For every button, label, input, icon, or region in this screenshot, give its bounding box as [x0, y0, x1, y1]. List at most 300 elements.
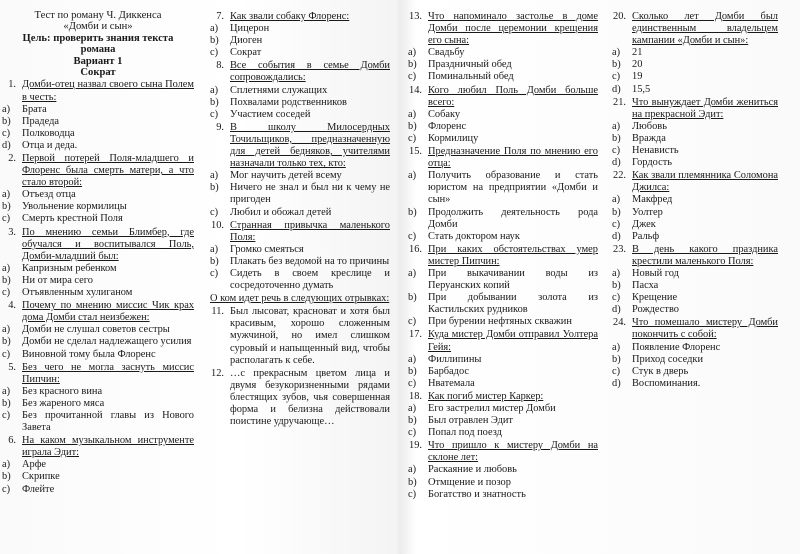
answer-text: Отца и деда. [22, 139, 78, 151]
answer-letter: b) [2, 201, 11, 213]
test-title: Тест по роману Ч. Диккенса [34, 10, 162, 21]
excerpt-text: …с прекрасным цветом лица и двумя безукоризненными рядами блестящих зубов, чья совершенная форма и белизна действовали поистине удручающе… [230, 367, 390, 428]
question-number: 3. [8, 226, 16, 238]
answer-text: Продолжить деятельность рода Домби [428, 206, 598, 230]
excerpt-number: 12. [211, 367, 224, 379]
answer-text: Свадьбу [428, 47, 465, 59]
answer-letter: b) [612, 280, 621, 292]
answer-text: Нватемала [428, 377, 475, 389]
question-text: Что помешало мистеру Домби покончить с собой: [632, 317, 778, 341]
question [2, 362, 194, 386]
answer-text: Гордость [632, 157, 672, 169]
answer-text: 21 [632, 47, 643, 59]
question-number: 20. [613, 11, 626, 22]
answer-letter: c) [2, 213, 11, 225]
answer-option [2, 349, 194, 361]
answer-option [2, 459, 194, 471]
answer-letter: a) [612, 47, 621, 59]
question-number: 10. [211, 219, 224, 231]
answer-option [2, 336, 194, 348]
question [408, 85, 598, 109]
question-text: Что вынуждает Домби жениться на прекрасной Эдит: [632, 96, 778, 120]
answer-text: Вражда [632, 132, 666, 144]
answer-option [2, 116, 194, 128]
question-text: По мнению семьи Блимбер, где обучался и воспитывался Поль, Домби-младший был: [22, 226, 194, 262]
question-text: Сколько лет Домби был единственным владельцем кампании «Домби и сын»: [632, 11, 778, 47]
answer-letter: a) [408, 267, 417, 279]
answer-letter: c) [408, 427, 417, 439]
answer-letter: b) [612, 353, 621, 365]
answer-text: Отъявленным хулиганом [22, 287, 133, 299]
question-number: 1. [8, 79, 16, 91]
excerpt-number: 11. [211, 306, 224, 318]
answer-option [408, 403, 598, 415]
answer-text: 19 [632, 71, 643, 83]
answer-text: Ничего не знал и был ни к чему не пригоден [230, 182, 390, 206]
answer-option [408, 464, 598, 476]
answer-option [210, 268, 390, 292]
answer-text: Без красного вина [22, 385, 103, 397]
question-number: 14. [409, 84, 422, 96]
question [612, 97, 778, 121]
answer-letter: c) [2, 409, 11, 421]
answer-option [612, 268, 778, 280]
answer-letter: b) [408, 415, 417, 427]
answer-text: Брата [22, 103, 47, 115]
answer-option [2, 275, 194, 287]
answer-text: Макфред [632, 194, 673, 206]
excerpt-section-label: О ком идет речь в следующих отрывках: [210, 293, 390, 305]
answer-letter: b) [210, 96, 219, 108]
answer-text: Сплетнями служащих [230, 84, 328, 96]
answer-option [612, 366, 778, 378]
question [612, 317, 778, 341]
answer-letter: a) [612, 267, 621, 279]
answer-text: Приход соседки [632, 353, 704, 365]
answer-text: Полководца [22, 127, 75, 139]
answer-text: Увольнение кормилицы [22, 201, 127, 213]
answer-letter: b) [210, 255, 219, 267]
answer-text: Капризным ребенком [22, 262, 117, 274]
column-3 [408, 10, 598, 554]
answer-option [408, 477, 598, 489]
answer-letter: b) [612, 132, 621, 144]
answer-letter: c) [408, 230, 417, 242]
answer-option [408, 121, 598, 133]
answer-letter: a) [210, 84, 219, 96]
answer-letter: b) [210, 182, 219, 194]
question-number: 15. [409, 146, 422, 158]
answer-letter: a) [2, 262, 11, 274]
answer-letter: d) [612, 304, 621, 316]
answer-letter: b) [408, 292, 417, 304]
answer-text: Любил и обожал детей [230, 206, 332, 218]
question-text: Как звали племянника Соломона Джилса: [632, 170, 778, 194]
answer-option [612, 207, 778, 219]
answer-option [210, 182, 390, 206]
answer-option [2, 410, 194, 434]
question-text: Предназначение Поля по мнению его отца: [428, 146, 598, 170]
answer-text: Филлипины [428, 353, 482, 365]
answer-text: Отмщение и позор [428, 476, 511, 488]
question-text: Странная привычка маленького Поля: [230, 219, 390, 243]
answer-option [2, 263, 194, 275]
question [210, 122, 390, 170]
question-number: 4. [8, 300, 16, 312]
answer-text: Был отравлен Эдит [428, 415, 513, 427]
question-number: 24. [613, 317, 626, 329]
answer-option [210, 256, 390, 268]
goal-line-cont: романа [80, 44, 116, 56]
question-text: Без чего не могла заснуть миссис Пипчин: [22, 361, 194, 385]
answer-text: Рождество [632, 304, 679, 316]
novel-title: «Домби и сын» [63, 21, 133, 33]
question [2, 227, 194, 263]
question [408, 329, 598, 353]
answer-option [612, 71, 778, 83]
column-2 [210, 10, 390, 554]
answer-text: Любовь [632, 120, 667, 132]
answer-option [408, 354, 598, 366]
excerpt-text: Был лысоват, красноват и хотя был красивым, хорошо сложенным мужчиной, но имел слишком суровый и напыщенный вид, чтобы располагать к себе. [230, 306, 390, 366]
answer-letter: c) [612, 365, 621, 377]
answer-letter: b) [210, 35, 219, 47]
answer-letter: b) [408, 120, 417, 132]
question [2, 435, 194, 459]
answer-text: При бурении нефтяных скважин [428, 316, 572, 328]
goal-line: Цель: проверить знания текста [22, 32, 174, 44]
answer-option [612, 145, 778, 157]
answer-text: Стать доктором наук [428, 230, 520, 242]
answer-letter: c) [2, 127, 11, 139]
question-text: Все события в семье Домби сопровождались: [230, 60, 390, 84]
answer-letter: c) [408, 71, 417, 83]
question-number: 5. [8, 361, 16, 373]
answer-text: Поминальный обед [428, 71, 514, 83]
answer-letter: a) [2, 103, 11, 115]
question-text: Кого любил Поль Домби больше всего: [428, 84, 598, 108]
answer-letter: a) [2, 459, 11, 471]
answer-text: Без прочитанной главы из Нового Завета [22, 409, 194, 434]
answer-option [612, 378, 778, 390]
answer-option [408, 268, 598, 292]
question-list [210, 11, 390, 292]
answer-letter: c) [2, 348, 11, 360]
answer-text: 20 [632, 59, 643, 71]
answer-option [612, 342, 778, 354]
answer-option [408, 489, 598, 501]
answer-text: Смерть крестной Поля [22, 213, 123, 225]
answer-option [612, 280, 778, 292]
question-text: Почему по мнению миссис Чик крах дома Домби стал неизбежен: [22, 300, 194, 324]
answer-option [408, 47, 598, 59]
answer-text: Домби не слушал советов сестры [22, 324, 170, 336]
answer-letter: c) [408, 488, 417, 500]
answer-letter: d) [612, 377, 621, 389]
answer-option [210, 207, 390, 219]
answer-letter: a) [408, 464, 417, 476]
answer-option [408, 109, 598, 121]
answer-text: Появление Флоренс [632, 341, 721, 353]
answer-letter: d) [612, 83, 621, 95]
answer-text: Воспоминания. [632, 377, 701, 389]
question-number: 8. [216, 60, 224, 72]
answer-letter: b) [612, 206, 621, 218]
answer-letter: b) [408, 365, 417, 377]
answer-text: Флейте [22, 483, 55, 495]
answer-letter: d) [612, 230, 621, 242]
answer-text: Скрипке [22, 471, 60, 483]
answer-option [408, 59, 598, 71]
answer-text: При добывании золота из Кастильских рудников [428, 292, 598, 316]
question-text: В школу Милосердных Точильщиков, предназначенную для детей бедняков, учителями назначали только тех, кто: [230, 121, 390, 170]
question-number: 23. [613, 243, 626, 255]
answer-option [408, 378, 598, 390]
answer-text: Похвалами родственников [230, 96, 347, 108]
question [408, 391, 598, 403]
answer-option [408, 292, 598, 316]
answer-option [2, 324, 194, 336]
answer-letter: b) [408, 206, 417, 218]
answer-text: Собаку [428, 108, 461, 120]
answer-letter: a) [408, 108, 417, 120]
answer-option [408, 170, 598, 206]
answer-letter: c) [2, 483, 11, 495]
answer-letter: b) [2, 397, 11, 409]
answer-letter: a) [408, 170, 417, 182]
answer-text: Новый год [632, 267, 679, 279]
answer-option [210, 109, 390, 121]
answer-letter: a) [408, 353, 417, 365]
answer-letter: c) [612, 71, 621, 83]
question [612, 170, 778, 194]
answer-letter: c) [210, 47, 219, 59]
answer-option [612, 219, 778, 231]
question [2, 79, 194, 103]
answer-text: Прадеда [22, 115, 59, 127]
answer-letter: c) [612, 145, 621, 157]
answer-text: Его застрелил мистер Домби [428, 403, 556, 414]
answer-text: Попал под поезд [428, 427, 502, 439]
question-number: 6. [8, 435, 16, 447]
column-1 [2, 10, 194, 554]
answer-option [612, 121, 778, 133]
answer-text: Сидеть в своем креслице и сосредоточенно думать [230, 267, 390, 292]
answer-text: Домби не сделал надлежащего усилия [22, 336, 192, 348]
answer-text: Получить образование и стать юристом на предприятии «Домби и сын» [428, 170, 598, 206]
answer-text: 15,5 [632, 83, 651, 95]
answer-text: Отъезд отца [22, 189, 76, 201]
answer-letter: b) [2, 471, 11, 483]
question-text: Куда мистер Домби отправил Уолтера Гейя: [428, 329, 598, 353]
question-list [2, 79, 194, 495]
answer-letter: c) [408, 377, 417, 389]
excerpt [210, 306, 390, 366]
answer-letter: c) [408, 132, 417, 144]
answer-option [2, 484, 194, 496]
answer-letter: b) [612, 59, 621, 71]
question-number: 16. [409, 243, 422, 255]
answer-option [612, 292, 778, 304]
answer-text: Кормилицу [428, 132, 479, 144]
question [408, 244, 598, 268]
answer-letter: b) [2, 115, 11, 127]
answer-option [408, 71, 598, 83]
answer-letter: c) [408, 316, 417, 328]
answer-text: Ральф [632, 230, 660, 242]
question-text: Первой потерей Поля-младшего и Флоренс была смерть матери, а что стало второй: [22, 153, 194, 189]
answer-letter: b) [2, 274, 11, 286]
answer-letter: c) [2, 287, 11, 299]
answer-option [612, 194, 778, 206]
answer-letter: a) [612, 341, 621, 353]
answer-letter: c) [612, 218, 621, 230]
answer-letter: a) [210, 243, 219, 255]
question-number: 22. [613, 170, 626, 182]
answer-letter: b) [2, 336, 11, 348]
answer-letter: c) [612, 292, 621, 304]
answer-text: Стук в дверь [632, 365, 689, 377]
answer-text: Диоген [230, 35, 263, 47]
answer-text: Участием соседей [230, 108, 311, 120]
answer-option [612, 231, 778, 243]
answer-text: Сократ [230, 47, 262, 59]
header-block [2, 10, 194, 78]
answer-text: Арфе [22, 459, 47, 471]
question-number: 17. [409, 329, 422, 341]
answer-option [2, 201, 194, 213]
answer-letter: a) [612, 120, 621, 132]
answer-text: Флоренс [428, 120, 467, 132]
answer-option [408, 366, 598, 378]
question [408, 11, 598, 47]
answer-option [408, 316, 598, 328]
answer-text: Крещение [632, 292, 678, 304]
answer-text: Мог научить детей всему [230, 170, 342, 182]
answer-text: Без жареного мяса [22, 397, 105, 409]
question [210, 220, 390, 244]
answer-text: Джек [632, 218, 656, 230]
answer-option [408, 427, 598, 439]
answer-letter: c) [210, 267, 219, 279]
answer-option [612, 157, 778, 169]
answer-text: При выкачивании воды из Перуанских копий [428, 267, 598, 292]
answer-text: Ни от мира сего [22, 274, 93, 286]
answer-option [210, 85, 390, 97]
answer-option [210, 97, 390, 109]
answer-text: Богатство и знатность [428, 488, 526, 500]
question-number: 2. [8, 153, 16, 164]
answer-text: Праздничный обед [428, 59, 512, 71]
answer-option [2, 189, 194, 201]
answer-option [210, 244, 390, 256]
question-text: В день какого праздника крестили маленького Поля: [632, 243, 778, 267]
answer-option [408, 133, 598, 145]
answer-option [2, 386, 194, 398]
header-subline: Сократ [80, 67, 116, 79]
answer-letter: c) [210, 108, 219, 120]
question-text: Что напоминало застолье в доме Домби после церемонии крещения его сына: [428, 11, 598, 47]
answer-option [408, 415, 598, 427]
answer-option [612, 59, 778, 71]
question-text: Домби-отец назвал своего сына Полем в честь: [22, 79, 194, 103]
answer-text: Раскаяние и любовь [428, 464, 517, 476]
answer-option [612, 47, 778, 59]
answer-option [408, 231, 598, 243]
answer-letter: a) [408, 47, 417, 59]
answer-letter: c) [210, 206, 219, 218]
answer-letter: b) [408, 59, 417, 71]
answer-text: Ненависть [632, 145, 679, 157]
answer-letter: a) [2, 385, 11, 397]
answer-option [612, 84, 778, 96]
answer-letter: a) [210, 170, 219, 182]
column-4 [612, 10, 778, 554]
question [408, 146, 598, 170]
answer-option [2, 471, 194, 483]
answer-option [2, 104, 194, 116]
answer-option [2, 287, 194, 299]
question-text: Что пришло к мистеру Домби на склоне лет: [428, 440, 598, 464]
answer-text: Пасха [632, 280, 659, 292]
question-text: Как звали собаку Флоренс: [230, 11, 350, 22]
question-list [612, 11, 778, 390]
answer-option [2, 213, 194, 225]
question [210, 11, 390, 23]
question [408, 440, 598, 464]
answer-text: Уолтер [632, 206, 663, 218]
answer-letter: a) [2, 324, 11, 336]
question-list [408, 11, 598, 501]
answer-option [210, 170, 390, 182]
answer-option [612, 133, 778, 145]
question-text: При каких обстоятельствах умер мистер Пипчин: [428, 243, 598, 267]
answer-letter: b) [408, 476, 417, 488]
answer-option [2, 398, 194, 410]
answer-option [612, 304, 778, 316]
answer-text: Громко смеяться [230, 243, 304, 255]
question-number: 7. [216, 11, 224, 22]
question-number: 9. [216, 121, 224, 133]
excerpt-list [210, 306, 390, 428]
question-number: 19. [409, 440, 422, 452]
answer-letter: a) [408, 403, 417, 414]
question-number: 21. [613, 96, 626, 108]
answer-option [210, 35, 390, 47]
question [2, 300, 194, 324]
answer-letter: a) [612, 194, 621, 206]
question [612, 244, 778, 268]
answer-letter: a) [210, 23, 219, 35]
answer-text: Барбадос [428, 365, 470, 377]
answer-option [408, 207, 598, 231]
answer-letter: a) [2, 189, 11, 201]
question [612, 11, 778, 47]
answer-option [210, 47, 390, 59]
question-number: 18. [409, 390, 422, 402]
answer-option [612, 354, 778, 366]
answer-letter: d) [612, 157, 621, 169]
answer-text: Плакать без ведомой на то причины [230, 255, 390, 267]
question [210, 60, 390, 84]
answer-option [210, 23, 390, 35]
excerpt [210, 368, 390, 428]
variant-label: Вариант 1 [73, 55, 123, 67]
question-text: На каком музыкальном инструменте играла Эдит: [22, 435, 194, 459]
answer-text: Виновной тому была Флоренс [22, 348, 156, 360]
answer-letter: d) [2, 139, 11, 151]
question [2, 153, 194, 189]
